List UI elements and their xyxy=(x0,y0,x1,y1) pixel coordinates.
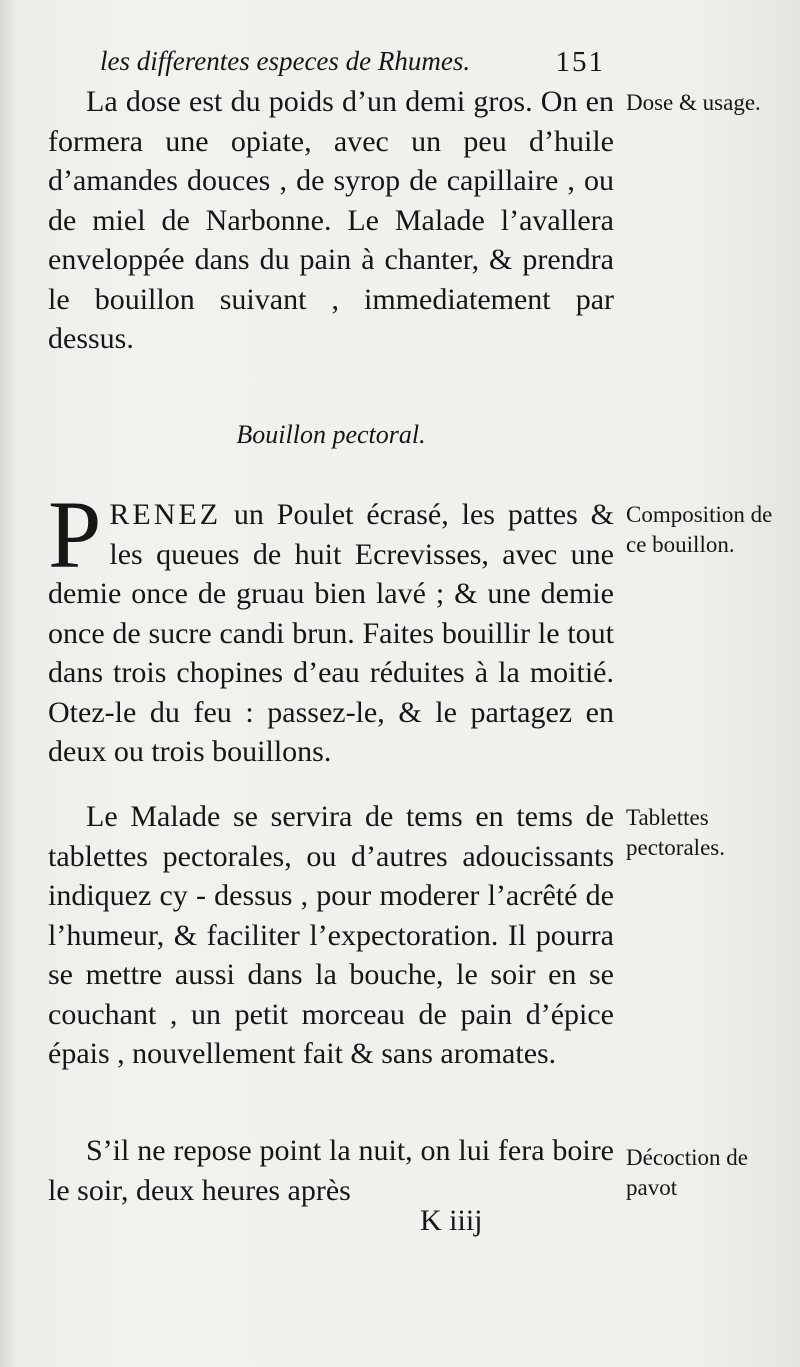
drop-cap: P xyxy=(48,481,102,588)
catchword: K iiij xyxy=(420,1204,483,1237)
paragraph-recipe-text: un Poulet écrasé, les pattes & les queues de huit Ecrevisses, avec une demie once de gruau bien lavé ; & une demie once de sucre candi brun. Faites bouillir le tout dans trois chopines d’eau réduites à la moitié. Otez-le du feu : passez-le, & le partagez en deux ou trois bouillons. xyxy=(48,498,614,768)
running-title: les differentes especes de Rhumes. xyxy=(100,46,471,76)
paragraph-tablets: Le Malade se servira de tems en tems de tablettes pectorales, ou d’autres adoucissants indiquez cy - dessus , pour moderer l’acrêté de l’humeur, & faciliter l’expectoration. Il pourra se mettre aussi dans la bouche, le soir en se couchant , un petit morceau de pain d’épice épais , nouvellement fait & sans aromates. xyxy=(48,800,614,1070)
running-header xyxy=(100,46,605,86)
paragraph-recipe xyxy=(48,481,614,772)
margin-note-tablettes: Tablettes pectorales. xyxy=(626,805,725,860)
margin-note-decoction: Décoction de pavot xyxy=(626,1145,748,1200)
page-number: 151 xyxy=(555,46,605,78)
section-heading: Bouillon pectoral. xyxy=(236,420,426,449)
paragraph-dose: La dose est du poids d’un demi gros. On en formera une opiate, avec un peu d’huile d’amandes douces , de syrop de capillaire , ou de miel de Narbonne. Le Malade l’avallera enveloppée dans du pain à chanter, & prendra le bouillon suivant , immediatement par dessus. xyxy=(48,85,614,355)
paragraph-night: S’il ne repose point la nuit, on lui fera boire le soir, deux heures après xyxy=(48,1134,614,1207)
margin-note-composition: Composition de ce bouillon. xyxy=(626,502,773,557)
first-word: RENEZ xyxy=(109,498,222,531)
margin-note-dose: Dose & usage. xyxy=(626,90,761,115)
